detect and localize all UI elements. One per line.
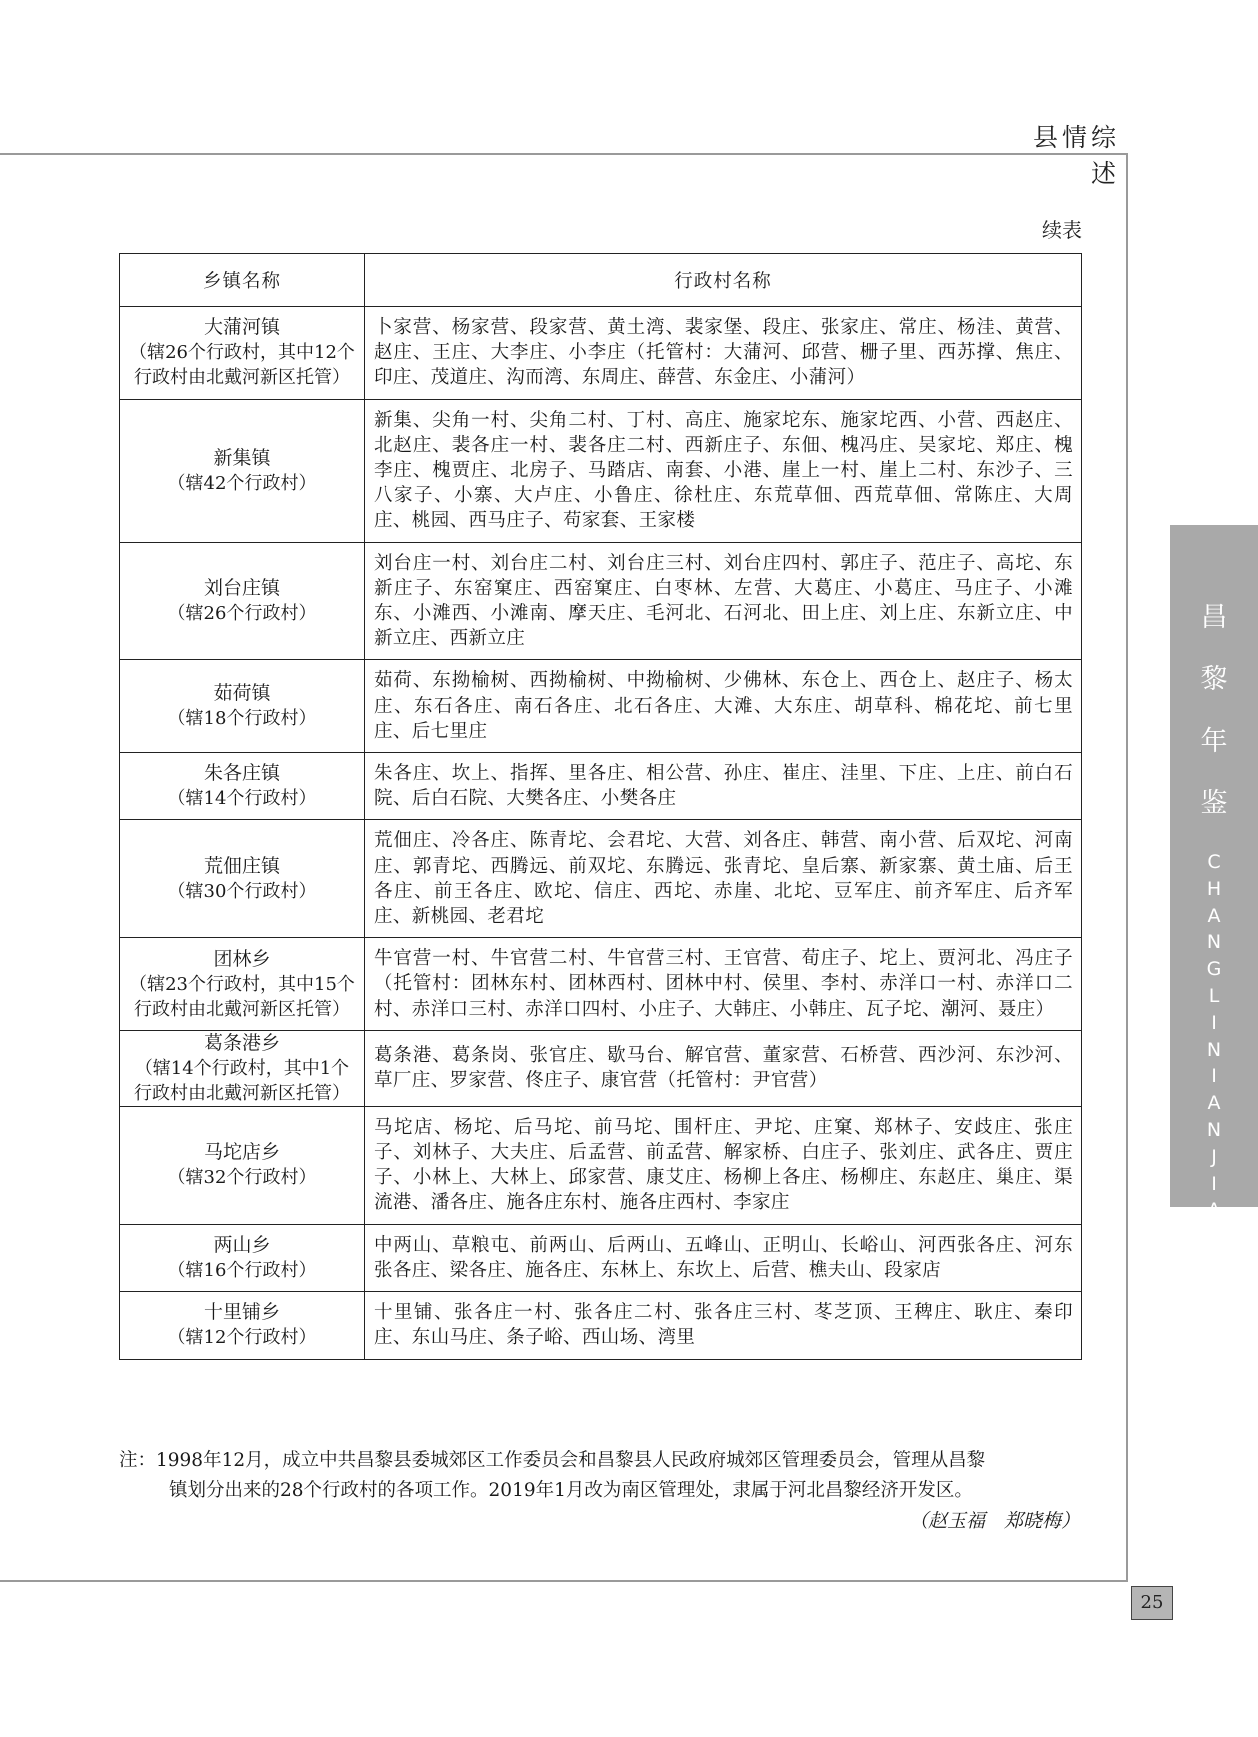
town-cell (120, 660, 365, 753)
side-letter: N (1206, 931, 1222, 954)
town-cell (120, 542, 365, 660)
town-subtitle: 行政村由北戴河新区托管） (134, 1082, 350, 1104)
side-char: 黎 (1200, 664, 1228, 695)
town-name: 葛条港乡 (203, 1031, 280, 1054)
village-list: 茹荷、东拗榆树、西拗榆树、中拗榆树、少佛林、东仓上、西仓上、赵庄子、杨太庄、东石各庄、南石各庄、北石各庄、大滩、大东庄、胡草科、棉花坨、前七里庄、后七里庄 (365, 660, 1082, 753)
village-list: 中两山、草粮屯、前两山、后两山、五峰山、正明山、长峪山、河西张各庄、河东张各庄、梁各庄、施各庄、东林上、东坎上、后营、樵夫山、段家店 (365, 1224, 1082, 1291)
town-subtitle: （辖18个行政村） (167, 708, 317, 730)
town-name: 大蒲河镇 (203, 316, 280, 339)
village-list: 朱各庄、坎上、指挥、里各庄、相公营、孙庄、崔庄、洼里、下庄、上庄、前白石院、后白石院、大樊各庄、小樊各庄 (365, 753, 1082, 820)
side-char: 昌 (1200, 602, 1228, 633)
table-row (120, 1224, 1082, 1291)
table-row (120, 753, 1082, 820)
town-subtitle: （辖16个行政村） (167, 1259, 317, 1281)
town-cell (120, 1292, 365, 1359)
side-letter: A (1207, 1092, 1221, 1115)
header-town: 乡镇名称 (120, 254, 365, 307)
side-letter: L (1208, 984, 1220, 1007)
town-cell (120, 1106, 365, 1224)
side-tab-latin (1170, 849, 1258, 1251)
table-row (120, 307, 1082, 400)
page-number: 25 (1131, 1586, 1173, 1620)
town-name: 十里铺乡 (203, 1301, 280, 1324)
village-list: 新集、尖角一村、尖角二村、丁村、高庄、施家坨东、施家坨西、小营、西赵庄、北赵庄、裴各庄一村、裴各庄二村、西新庄子、东佃、槐冯庄、吴家坨、郑庄、槐李庄、槐贾庄、北房子、马踏店、南套、小港、崖上一村、崖上二村、东沙子、三八家子、小寨、大卢庄、小鲁庄、徐杜庄、东荒草佃、西荒草佃、常陈庄、大周庄、桃园、西马庄子、苟家套、王家楼 (365, 399, 1082, 542)
section-title: 县情综述 (1032, 123, 1120, 188)
town-cell (120, 1030, 365, 1106)
town-subtitle: （辖14个行政村） (167, 788, 317, 810)
side-letter: G (1206, 958, 1222, 981)
table-row (120, 399, 1082, 542)
town-name: 马坨店乡 (203, 1141, 280, 1164)
header-villages: 行政村名称 (365, 254, 1082, 307)
note-line-1: 注：1998年12月，成立中共昌黎县委城郊区工作委员会和昌黎县人民政府城郊区管理委员会，管理从昌黎 (119, 1450, 986, 1471)
side-tab-chinese (1170, 587, 1258, 835)
town-name: 荒佃庄镇 (203, 854, 280, 877)
town-subtitle: 行政村由北戴河新区托管） (134, 998, 350, 1020)
side-letter: I (1211, 1172, 1217, 1195)
town-name: 两山乡 (213, 1233, 271, 1256)
village-list: 葛条港、葛条岗、张官庄、歇马台、解官营、董家营、石桥营、西沙河、东沙河、草厂庄、罗家营、佟庄子、康官营（托管村：尹官营） (365, 1030, 1082, 1106)
town-village-table (119, 253, 1082, 1360)
table-note (119, 1446, 1081, 1506)
village-list: 十里铺、张各庄一村、张各庄二村、张各庄三村、苳芝顶、王稗庄、耿庄、秦印庄、东山马庄、条子峪、西山场、湾里 (365, 1292, 1082, 1359)
village-list: 牛官营一村、牛官营二村、牛官营三村、王官营、荀庄子、坨上、贾河北、冯庄子（托管村：团林东村、团林西村、团林中村、侯里、李村、赤洋口一村、赤洋口二村、赤洋口三村、赤洋口四村、小庄子、大韩庄、小韩庄、瓦子坨、潮河、聂庄） (365, 938, 1082, 1031)
side-letter: A (1207, 904, 1221, 927)
town-cell (120, 1224, 365, 1291)
table-row (120, 938, 1082, 1031)
right-margin-rule (1126, 153, 1128, 1582)
town-cell (120, 399, 365, 542)
side-letter: N (1206, 1226, 1222, 1249)
side-tab (1170, 525, 1258, 1249)
town-name: 朱各庄镇 (203, 762, 280, 785)
town-subtitle: （辖42个行政村） (167, 472, 317, 494)
village-list: 卜家营、杨家营、段家营、黄土湾、裴家堡、段庄、张家庄、常庄、杨洼、黄营、赵庄、王庄、大李庄、小李庄（托管村：大蒲河、邱营、栅子里、西苏撑、焦庄、印庄、茂道庄、沟而湾、东周庄、薛营、东金庄、小蒲河） (365, 307, 1082, 400)
side-letter: I (1211, 1011, 1217, 1034)
town-subtitle: （辖32个行政村） (167, 1167, 317, 1189)
side-letter: N (1206, 1038, 1222, 1061)
table-row (120, 1106, 1082, 1224)
table-row (120, 1292, 1082, 1359)
side-letter: H (1206, 877, 1222, 900)
side-char: 鉴 (1200, 788, 1228, 819)
town-subtitle: （辖12个行政村） (167, 1327, 317, 1349)
table-header-row (120, 254, 1082, 307)
side-letter: I (1211, 1065, 1217, 1088)
town-subtitle: （辖14个行政村，其中1个 (134, 1057, 350, 1079)
table-row (120, 820, 1082, 938)
village-list: 马坨店、杨坨、后马坨、前马坨、围杆庄、尹坨、庄窠、郑林子、安歧庄、张庄子、刘林子、大夫庄、后孟营、前孟营、解家桥、白庄子、张刘庄、武各庄、贾庄子、小林上、大林上、邱家营、康艾庄、杨柳上各庄、杨柳庄、东赵庄、巢庄、渠流港、潘各庄、施各庄东村、施各庄西村、李家庄 (365, 1106, 1082, 1224)
town-subtitle: 行政村由北戴河新区托管） (134, 367, 350, 389)
side-letter: N (1206, 1118, 1222, 1141)
town-cell (120, 938, 365, 1031)
village-list: 荒佃庄、冷各庄、陈青坨、会君坨、大营、刘各庄、韩营、南小营、后双坨、河南庄、郭青坨、西腾远、前双坨、东腾远、张青坨、皇后寨、新家寨、黄土庙、后王各庄、前王各庄、欧坨、信庄、西坨、赤崖、北坨、豆军庄、前齐军庄、后齐军庄、新桃园、老君坨 (365, 820, 1082, 938)
table-row (120, 542, 1082, 660)
header-rule (0, 153, 1128, 155)
town-subtitle: （辖23个行政村，其中15个 (129, 973, 355, 995)
table-row (120, 1030, 1082, 1106)
authors: （赵玉福 郑晓梅） (908, 1510, 1080, 1532)
table-row (120, 660, 1082, 753)
town-name: 茹荷镇 (213, 682, 271, 705)
side-letter: A (1207, 1199, 1221, 1222)
town-name: 新集镇 (213, 446, 271, 469)
continued-label: 续表 (1042, 218, 1082, 242)
town-subtitle: （辖26个行政村） (167, 603, 317, 625)
side-char: 年 (1200, 726, 1228, 757)
side-letter: C (1207, 851, 1221, 873)
town-cell (120, 753, 365, 820)
town-name: 团林乡 (213, 947, 271, 970)
village-list: 刘台庄一村、刘台庄二村、刘台庄三村、刘台庄四村、郭庄子、范庄子、高坨、东新庄子、东窑窠庄、西窑窠庄、白枣林、左营、大葛庄、小葛庄、马庄子、小滩东、小滩西、小滩南、摩天庄、毛河北、石河北、田上庄、刘上庄、东新立庄、中新立庄、西新立庄 (365, 542, 1082, 660)
town-subtitle: （辖26个行政村，其中12个 (129, 342, 355, 364)
side-letter: J (1211, 1145, 1217, 1168)
footer-rule (0, 1580, 1128, 1582)
town-cell (120, 820, 365, 938)
town-name: 刘台庄镇 (203, 577, 280, 600)
town-subtitle: （辖30个行政村） (167, 880, 317, 902)
town-cell (120, 307, 365, 400)
note-line-2: 镇划分出来的28个行政村的各项工作。2019年1月改为南区管理处，隶属于河北昌黎经济开发区。 (169, 1480, 973, 1501)
